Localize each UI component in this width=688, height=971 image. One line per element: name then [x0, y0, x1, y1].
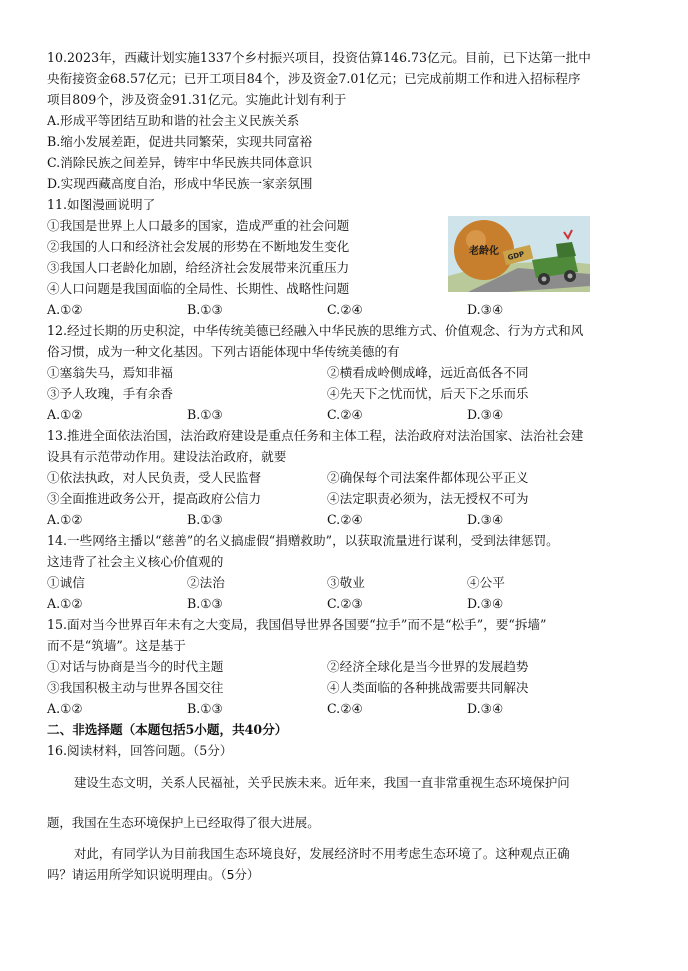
q11-choice-d: D.③④: [467, 302, 504, 317]
q16-stem: 16.阅读材料，回答问题。（5分）: [47, 743, 233, 758]
q13-item-4: ④法定职责必须为，法无授权不可为: [327, 491, 529, 506]
q11-choice-b: B.①③: [187, 302, 223, 317]
q13-stem-line-2: 设具有示范带动作用。建设法治政府，就要: [47, 449, 287, 464]
q15-stem-line-1: 15.面对当今世界百年未有之大变局，我国倡导世界各国要“拉手”而不是“松手”，要“拆墙”: [47, 617, 547, 632]
q13-item-2: ②确保每个司法案件都体现公平正义: [327, 470, 529, 485]
q13-stem-line-1: 13.推进全面依法治国，法治政府建设是重点任务和主体工程，法治政府对法治国家、法治社会建: [47, 428, 584, 443]
q11-item-4: ④人口问题是我国面临的全局性、长期性、战略性问题: [47, 281, 350, 296]
q13-choice-d: D.③④: [467, 512, 504, 527]
q14-item-3: ③敬业: [327, 575, 365, 590]
q10-stem-line-3: 项目809个，涉及资金91.31亿元。实施此计划有利于: [47, 92, 347, 107]
q13-choice-b: B.①③: [187, 512, 223, 527]
q14-stem-line-2: 这违背了社会主义核心价值观的: [47, 554, 224, 569]
q16-question-line-2: 吗？请运用所学知识说明理由。（5分）: [47, 867, 260, 882]
q16-material-line-2: 题，我国在生态环境保护上已经取得了很大进展。: [47, 815, 320, 830]
q12-choice-a: A.①②: [47, 407, 83, 422]
aging-cartoon-image: [448, 216, 590, 292]
q14-choice-a: A.①②: [47, 596, 83, 611]
q14-stem-line-1: 14.一些网络主播以“慈善”的名义搞虚假“捐赠救助”，以获取流量进行谋利，受到法律惩罚。: [47, 533, 559, 548]
q12-item-4: ④先天下之忧而忧，后天下之乐而乐: [327, 386, 529, 401]
q12-stem-line-1: 12.经过长期的历史积淀，中华传统美德已经融入中华民族的思维方式、价值观念、行为方式和风: [47, 323, 584, 338]
q15-choice-b: B.①③: [187, 701, 223, 716]
q15-stem-line-2: 而不是“筑墙”。这是基于: [47, 638, 186, 653]
q12-choice-b: B.①③: [187, 407, 223, 422]
q10-option-d: D.实现西藏高度自治，形成中华民族一家亲氛围: [47, 176, 313, 191]
q16-question-line-1: 对此，有同学认为目前我国生态环境良好，发展经济时不用考虑生态环境了。这种观点正确: [74, 846, 570, 861]
q15-choice-d: D.③④: [467, 701, 504, 716]
gdp-label: GDP: [506, 250, 526, 262]
q14-item-4: ④公平: [467, 575, 505, 590]
q14-choice-c: C.②③: [327, 596, 363, 611]
q13-choice-a: A.①②: [47, 512, 83, 527]
q15-choice-a: A.①②: [47, 701, 83, 716]
q14-choice-b: B.①③: [187, 596, 223, 611]
section-heading: 二、非选择题（本题包括5小题，共40分）: [47, 722, 288, 737]
q10-stem-line-2: 央衔接资金68.57亿元；已开工项目84个，涉及资金7.01亿元；已完成前期工作和进入招标程序: [47, 71, 581, 86]
q11-item-3: ③我国人口老龄化加剧，给经济社会发展带来沉重压力: [47, 260, 350, 275]
q14-choice-d: D.③④: [467, 596, 504, 611]
q11-item-2: ②我国的人口和经济社会发展的形势在不断地发生变化: [47, 239, 350, 254]
q14-item-2: ②法治: [187, 575, 225, 590]
q12-item-1: ①塞翁失马，焉知非福: [47, 365, 173, 380]
q14-item-1: ①诚信: [47, 575, 85, 590]
q10-stem-line-1: 10.2023年，西藏计划实施1337个乡村振兴项目，投资估算146.73亿元。目前，已下达第一批中: [47, 50, 591, 65]
q15-item-4: ④人类面临的各种挑战需要共同解决: [327, 680, 529, 695]
q12-item-2: ②横看成岭侧成峰，远近高低各不同: [327, 365, 529, 380]
q12-stem-line-2: 俗习惯，成为一种文化基因。下列古语能体现中华传统美德的有: [47, 344, 400, 359]
q11-choice-c: C.②④: [327, 302, 363, 317]
aging-label: 老龄化: [469, 246, 499, 257]
q13-item-3: ③全面推进政务公开，提高政府公信力: [47, 491, 262, 506]
q11-stem: 11.如图漫画说明了: [47, 197, 156, 212]
q10-option-b: B.缩小发展差距，促进共同繁荣，实现共同富裕: [47, 134, 313, 149]
q15-item-2: ②经济全球化是当今世界的发展趋势: [327, 659, 529, 674]
q10-option-a: A.形成平等团结互助和谐的社会主义民族关系: [47, 113, 300, 128]
q15-item-3: ③我国积极主动与世界各国交往: [47, 680, 224, 695]
q12-choice-d: D.③④: [467, 407, 504, 422]
q11-choice-a: A.①②: [47, 302, 83, 317]
q10-option-c: C.消除民族之间差异，铸牢中华民族共同体意识: [47, 155, 313, 170]
q16-material-line-1: 建设生态文明，关系人民福祉，关乎民族未来。近年来，我国一直非常重视生态环境保护问: [74, 775, 570, 790]
q15-item-1: ①对话与协商是当今的时代主题: [47, 659, 224, 674]
q13-choice-c: C.②④: [327, 512, 363, 527]
q13-item-1: ①依法执政，对人民负责，受人民监督: [47, 470, 262, 485]
q12-item-3: ③予人玫瑰，手有余香: [47, 386, 173, 401]
q11-item-1: ①我国是世界上人口最多的国家，造成严重的社会问题: [47, 218, 350, 233]
q12-choice-c: C.②④: [327, 407, 363, 422]
q15-choice-c: C.②④: [327, 701, 363, 716]
